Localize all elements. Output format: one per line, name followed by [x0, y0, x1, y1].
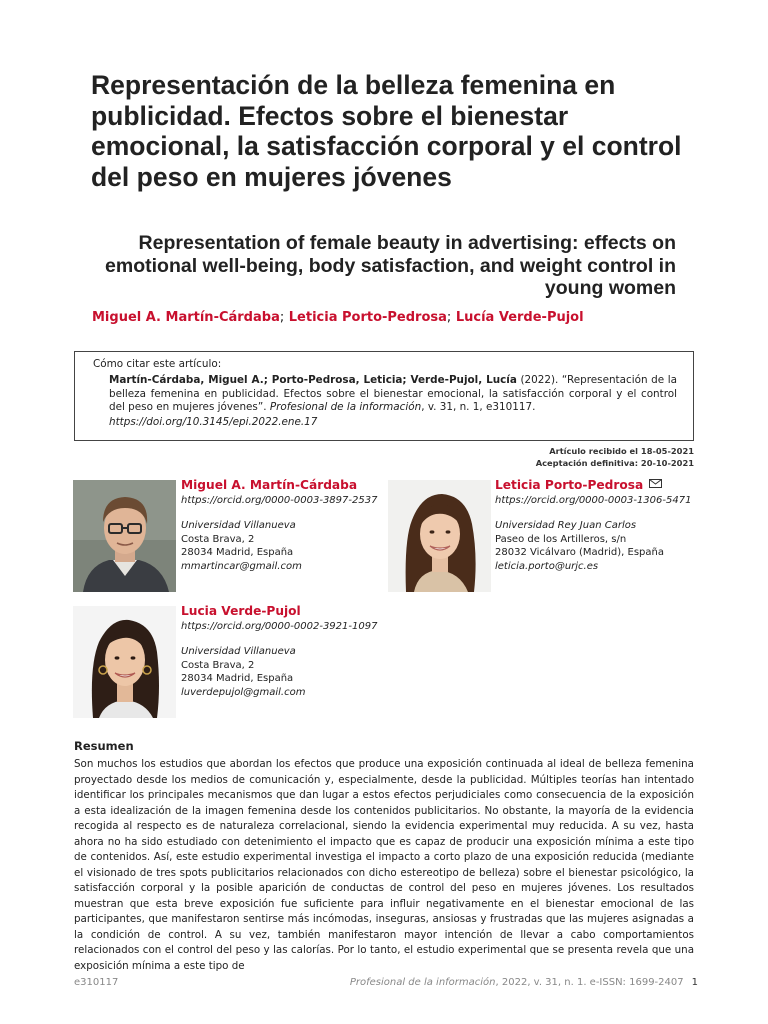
- footer-issue: , 2022, v. 31, n. 1. e-ISSN: 1699-2407: [495, 977, 684, 988]
- abstract-heading: Resumen: [74, 739, 134, 753]
- citation-volume: , v. 31, n. 1, e310117.: [421, 401, 536, 414]
- citation-label: Cómo citar este artículo:: [93, 358, 222, 370]
- author-link[interactable]: Lucía Verde-Pujol: [455, 310, 584, 325]
- address-line: 28034 Madrid, España: [181, 673, 294, 684]
- article-dates: [536, 446, 694, 469]
- author-list: [92, 310, 584, 325]
- page-number: 1: [691, 977, 698, 988]
- citation-text: [109, 374, 677, 415]
- title-spanish: Representación de la belleza femenina en publicidad. Efectos sobre el bienestar emocional, la satisfacción corporal y el control del peso en mujeres jóvenes: [91, 70, 682, 192]
- address-line: Costa Brava, 2: [181, 533, 255, 545]
- citation-year: (2022).: [516, 373, 562, 386]
- citation-authors: Martín-Cárdaba, Miguel A.; Porto-Pedrosa, Leticia; Verde-Pujol, Lucía: [109, 373, 517, 386]
- author-photo: [73, 606, 176, 718]
- received-date: Artículo recibido el 18-05-2021: [549, 446, 694, 456]
- author-link[interactable]: Leticia Porto-Pedrosa: [288, 310, 447, 325]
- author-photo: [388, 480, 491, 592]
- citation-journal: Profesional de la información: [269, 401, 422, 414]
- institution: Universidad Rey Juan Carlos: [495, 520, 637, 531]
- email-link[interactable]: leticia.porto@urjc.es: [495, 560, 599, 572]
- footer-journal-info: [350, 977, 698, 988]
- address-line: Paseo de los Artilleros, s/n: [495, 533, 627, 545]
- envelope-icon[interactable]: [649, 479, 662, 493]
- email-link[interactable]: mmartincar@gmail.com: [181, 560, 302, 572]
- author-name: Miguel A. Martín-Cárdaba: [181, 478, 358, 492]
- citation-title: “Representación de la belleza femenina en publicidad. Efectos sobre el bienestar emocional, la satisfacción corporal y el control del peso en mujeres jóvenes”.: [109, 373, 677, 414]
- orcid-link[interactable]: https://orcid.org/0000-0002-3921-1097: [181, 620, 378, 632]
- accepted-date: Aceptación definitiva: 20-10-2021: [535, 457, 694, 468]
- address-line: 28032 Vicálvaro (Madrid), España: [495, 547, 664, 558]
- author-photo: [73, 480, 176, 592]
- author-card: [495, 478, 691, 573]
- abstract-body: Son muchos los estudios que abordan los efectos que produce una exposición continuada al ideal de belleza femenina proyectado desde los medios de comunicación y, especialmente, desde la publicidad. Múltiples teorías han intentado identificar los principales mecanismos que dan lugar a estos efectos perjudiciales como consecuencia de la exposición a esta idealización de la imagen femenina desde los contenidos publicitarios. No obstante, la mayoría de la evidencia recogida al respecto es de naturaleza correlacional, siendo la evidencia experimental muy reducida. A su vez, hasta ahora no ha sido estudiado con detenimiento el impacto que es capaz de producir una exposición mínima a este tipo de contenidos. Así, este estudio experimental investiga el impacto a corto plazo de una exposición reducida (mediante el visionado de tres spots publicitarios relacionados con dicho estereotipo de belleza) sobre el bienestar psicológico, la satisfacción corporal y la posible aparición de conductas de control del peso en mujeres jóvenes. Los resultados muestran que esta breve exposición fue suficiente para influir negativamente en el bienestar emocional de las participantes, que manifestaron sentirse más incómodas, inseguras, ansiosas y frustradas que las mujeres asignadas a la condición de control. A su vez, también manifestaron mayor intención de llevar a cabo comportamientos relacionados con el control del peso y las calorías. Por lo tanto, el estudio experimental que se presenta revela que una exposición mínima a este tipo de: [74, 758, 694, 972]
- email-link[interactable]: luverdepujol@gmail.com: [181, 686, 306, 698]
- author-card: [181, 604, 377, 699]
- address-line: Costa Brava, 2: [181, 659, 255, 671]
- citation-box: [74, 351, 694, 441]
- citation-doi-link[interactable]: https://doi.org/10.3145/epi.2022.ene.17: [109, 416, 318, 429]
- author-name: Leticia Porto-Pedrosa: [495, 478, 644, 492]
- institution: Universidad Villanueva: [181, 646, 296, 657]
- author-link[interactable]: Miguel A. Martín-Cárdaba: [92, 310, 280, 325]
- footer-journal: Profesional de la información: [349, 977, 496, 988]
- author-separator: ;: [279, 310, 285, 325]
- author-card: [181, 478, 377, 573]
- author-separator: ;: [446, 310, 452, 325]
- author-name: Lucia Verde-Pujol: [181, 604, 301, 618]
- orcid-link[interactable]: https://orcid.org/0000-0003-1306-5471: [495, 494, 692, 506]
- title-english: Representation of female beauty in advertising: effects on emotional well-being, body satisfaction, and weight control in young women: [105, 232, 676, 299]
- address-line: 28034 Madrid, España: [181, 547, 294, 558]
- institution: Universidad Villanueva: [181, 520, 296, 531]
- footer-article-id: e310117: [74, 977, 119, 988]
- orcid-link[interactable]: https://orcid.org/0000-0003-3897-2537: [181, 494, 378, 506]
